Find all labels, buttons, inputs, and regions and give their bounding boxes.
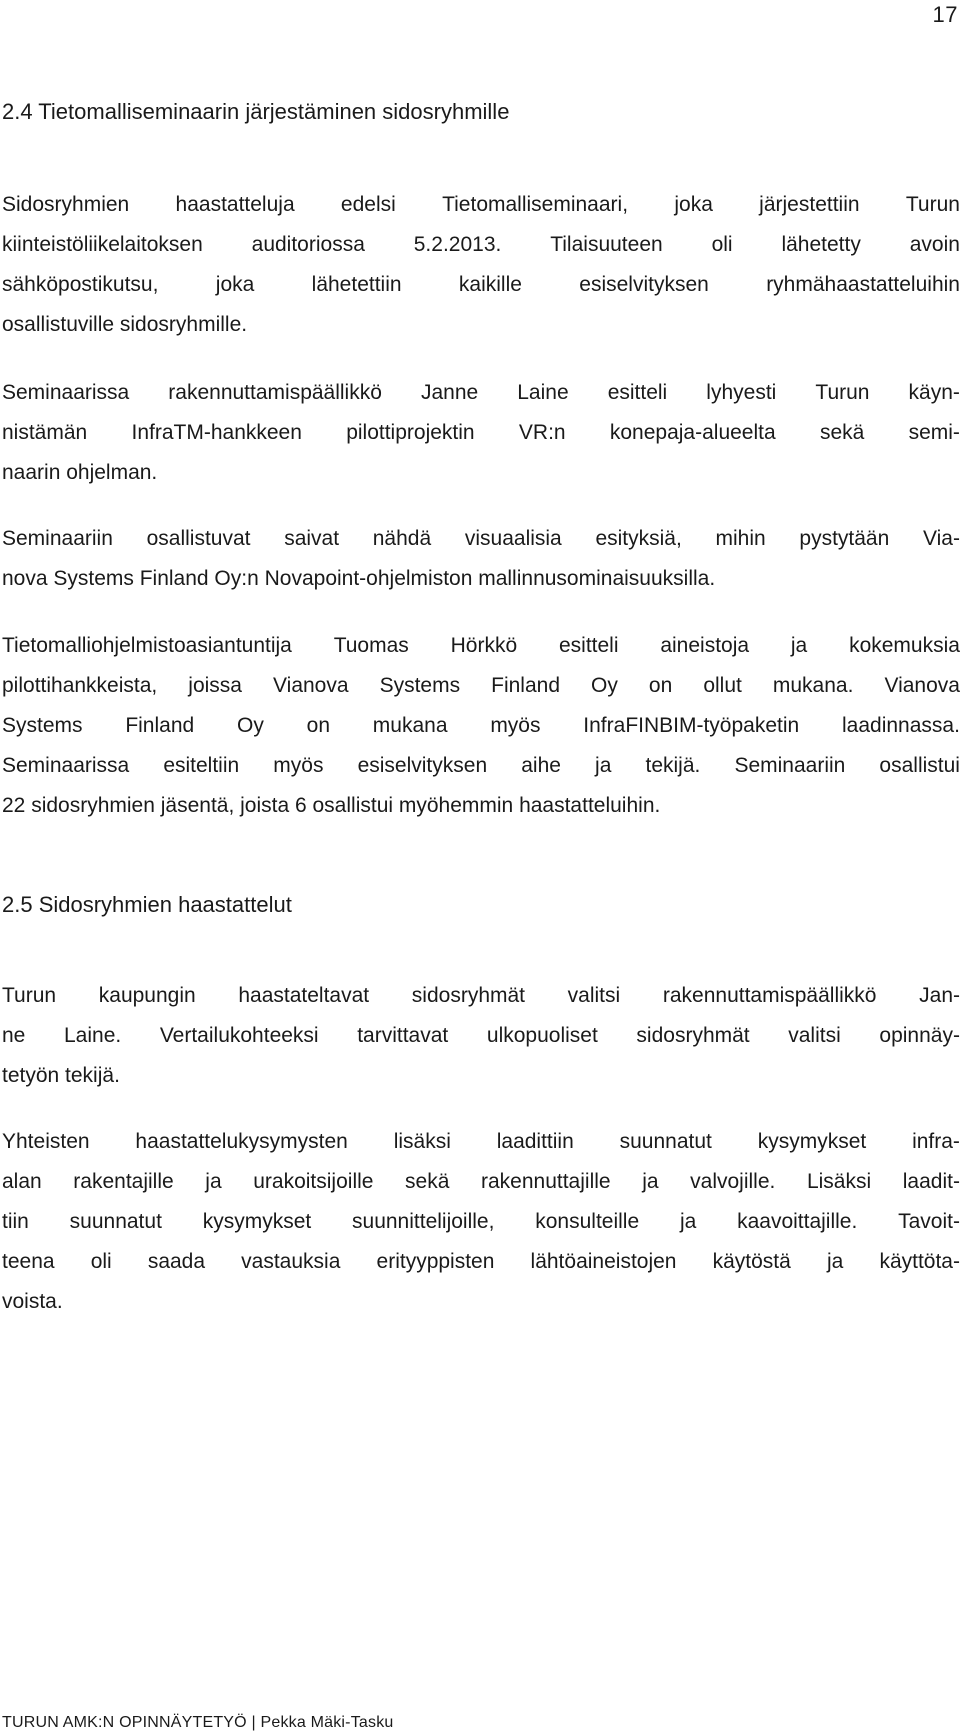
text-line: alan rakentajille ja urakoitsijoille sekä rakennuttajille ja valvojille. Lisäksi laadit-: [2, 1170, 960, 1193]
text-line: Tietomalliohjelmistoasiantuntija Tuomas Hörkkö esitteli aineistoja ja kokemuksia: [2, 634, 960, 657]
text-line: Turun kaupungin haastateltavat sidosryhmät valitsi rakennuttamispäällikkö Jan-: [2, 984, 960, 1007]
paragraph-interview-selection: [2, 976, 960, 1096]
text-line: Seminaarissa rakennuttamispäällikkö Janne Laine esitteli lyhyesti Turun käyn-: [2, 381, 960, 404]
paragraph-seminar-opening: [2, 373, 960, 493]
paragraph-seminar-pilots: [2, 626, 960, 826]
text-line: tiin suunnatut kysymykset suunnittelijoille, konsulteille ja kaavoittajille. Tavoit-: [2, 1210, 960, 1233]
text-line: voista.: [2, 1290, 63, 1313]
paragraph-interview-questions: [2, 1122, 960, 1322]
text-line: Seminaariin osallistuvat saivat nähdä visuaalisia esityksiä, mihin pystytään Via-: [2, 527, 960, 550]
text-line: kiinteistöliikelaitoksen auditoriossa 5.2.2013. Tilaisuuteen oli lähetetty avoin: [2, 233, 960, 256]
text-line: nistämän InfraTM-hankkeen pilottiprojektin VR:n konepaja-alueelta sekä semi-: [2, 421, 960, 444]
paragraph-seminar-presentations: [2, 519, 960, 599]
page-number: 17: [932, 2, 958, 27]
paragraph-seminar-intro: [2, 185, 960, 345]
text-line: 22 sidosryhmien jäsentä, joista 6 osallistui myöhemmin haastatteluihin.: [2, 794, 661, 817]
text-line: osallistuville sidosryhmille.: [2, 313, 248, 336]
text-line: pilottihankkeista, joissa Vianova Systems Finland Oy on ollut mukana. Vianova: [2, 674, 960, 697]
text-line: Seminaarissa esiteltiin myös esiselvityksen aihe ja tekijä. Seminaariin osallistui: [2, 754, 960, 777]
text-line: Sidosryhmien haastatteluja edelsi Tietomalliseminaari, joka järjestettiin Turun: [2, 193, 960, 216]
text-line: sähköpostikutsu, joka lähetettiin kaikille esiselvityksen ryhmähaastatteluihin: [2, 273, 960, 296]
text-line: Yhteisten haastattelukysymysten lisäksi laadittiin suunnatut kysymykset infra-: [2, 1130, 960, 1153]
text-line: Systems Finland Oy on mukana myös InfraFINBIM-työpaketin laadinnassa.: [2, 714, 960, 737]
page-footer: TURUN AMK:N OPINNÄYTETYÖ | Pekka Mäki-Tasku: [2, 1714, 394, 1731]
text-line: ne Laine. Vertailukohteeksi tarvittavat ulkopuoliset sidosryhmät valitsi opinnäy-: [2, 1024, 960, 1047]
text-line: teena oli saada vastauksia erityyppisten lähtöaineistojen käytöstä ja käyttöta-: [2, 1250, 960, 1273]
text-line: naarin ohjelman.: [2, 461, 158, 484]
section-heading-2-4: 2.4 Tietomalliseminaarin järjestäminen sidosryhmille: [2, 99, 510, 124]
section-heading-2-5: 2.5 Sidosryhmien haastattelut: [2, 892, 292, 917]
text-line: nova Systems Finland Oy:n Novapoint-ohjelmiston mallinnusominaisuuksilla.: [2, 567, 716, 590]
text-line: tetyön tekijä.: [2, 1064, 120, 1087]
